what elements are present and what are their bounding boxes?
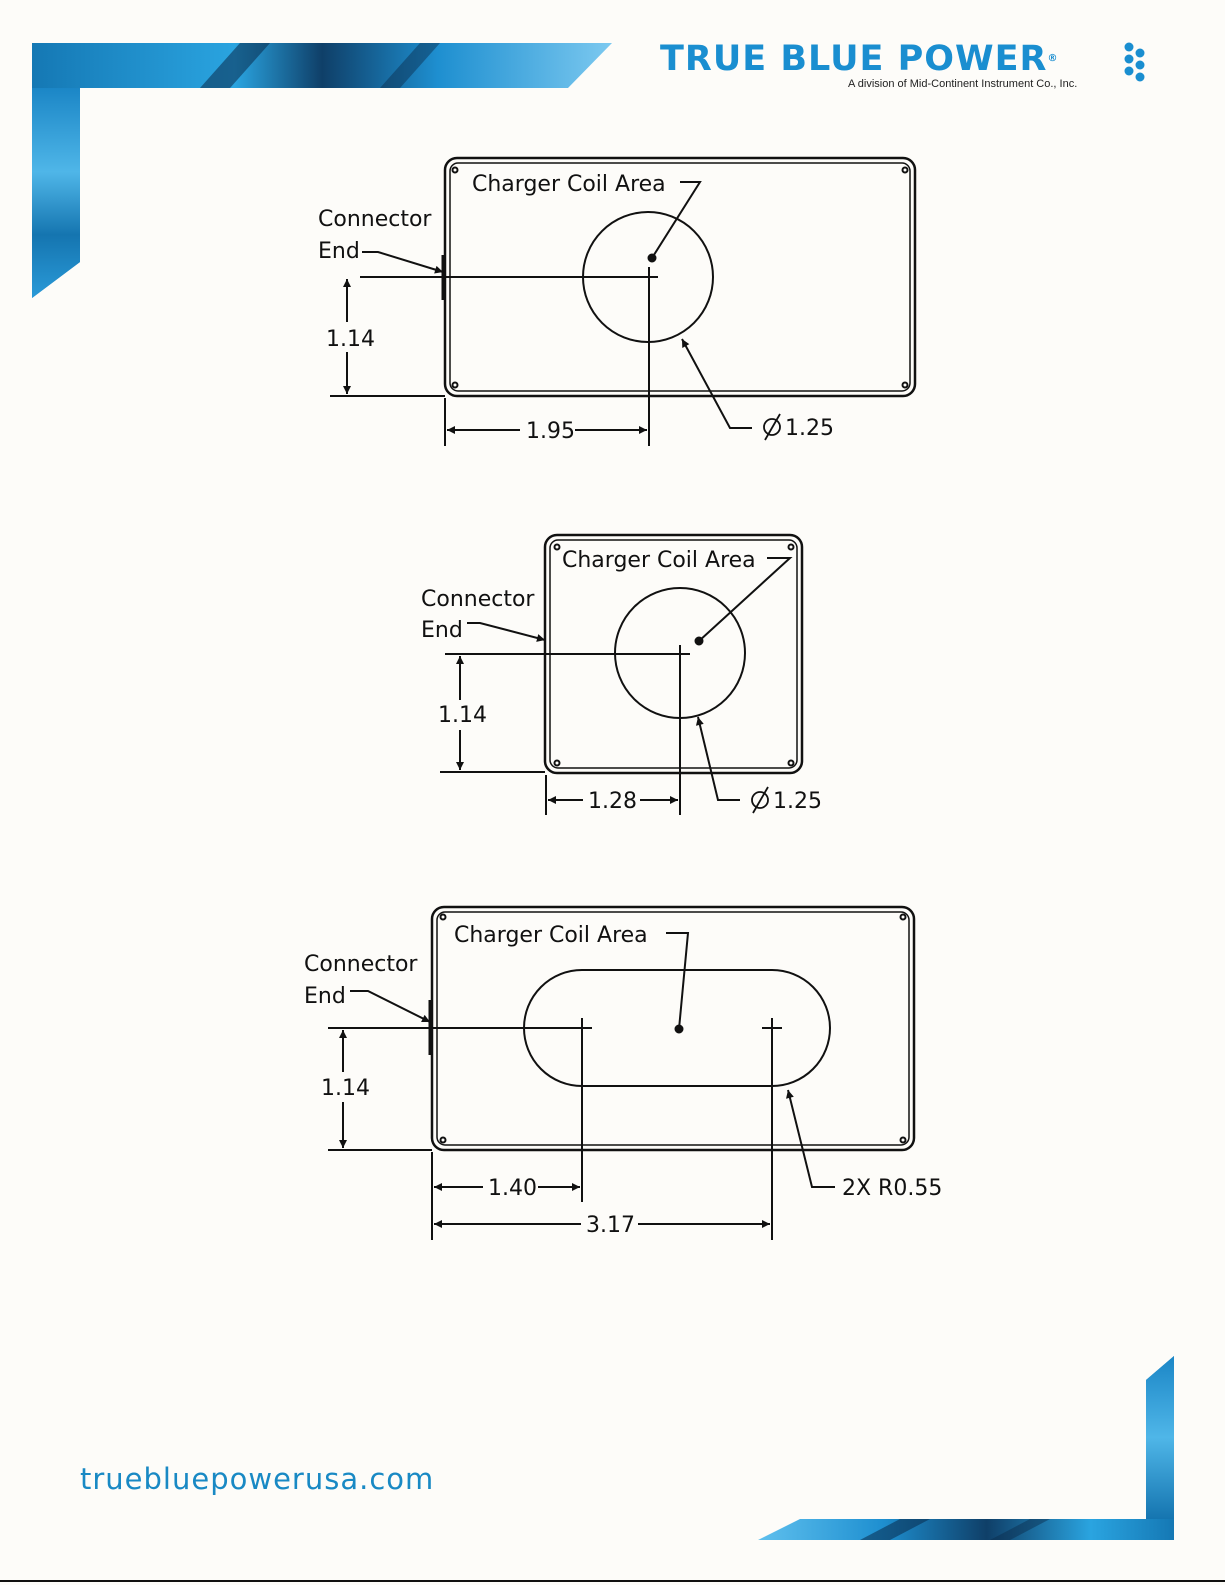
vertical-dimension: 1.14 bbox=[326, 327, 375, 352]
horizontal-dimension-2: 3.17 bbox=[586, 1213, 635, 1238]
connector-label: Connector bbox=[318, 207, 432, 232]
connector-end-label: End bbox=[318, 239, 360, 264]
connector-end-label: End bbox=[304, 984, 346, 1009]
horizontal-dimension: 1.95 bbox=[526, 419, 575, 444]
coil-area-label: Charger Coil Area bbox=[472, 172, 666, 197]
drawing-1-labels bbox=[318, 172, 834, 444]
vertical-dimension: 1.14 bbox=[321, 1076, 370, 1101]
vertical-dimension: 1.14 bbox=[438, 703, 487, 728]
radius-dimension: 2X R0.55 bbox=[842, 1176, 943, 1201]
drawing-1 bbox=[330, 158, 915, 446]
connector-label: Connector bbox=[421, 587, 535, 612]
horizontal-dimension: 1.28 bbox=[588, 789, 637, 814]
brand-name: TRUE BLUE POWER® bbox=[660, 39, 1059, 79]
diameter-symbol-icon bbox=[752, 787, 768, 813]
connector-label: Connector bbox=[304, 952, 418, 977]
diameter-dimension: 1.25 bbox=[773, 789, 822, 814]
coil-area-label: Charger Coil Area bbox=[562, 548, 756, 573]
horizontal-dimension-1: 1.40 bbox=[488, 1176, 537, 1201]
drawing-2 bbox=[440, 535, 802, 815]
diameter-dimension: 1.25 bbox=[785, 416, 834, 441]
footer-website-link[interactable]: truebluepowerusa.com bbox=[80, 1462, 435, 1496]
brand-tagline: A division of Mid-Continent Instrument Co., Inc. bbox=[848, 78, 1078, 90]
diameter-symbol-icon bbox=[764, 414, 780, 440]
coil-area-label: Charger Coil Area bbox=[454, 923, 648, 948]
connector-end-label: End bbox=[421, 618, 463, 643]
page-bottom-rule bbox=[0, 1580, 1225, 1582]
